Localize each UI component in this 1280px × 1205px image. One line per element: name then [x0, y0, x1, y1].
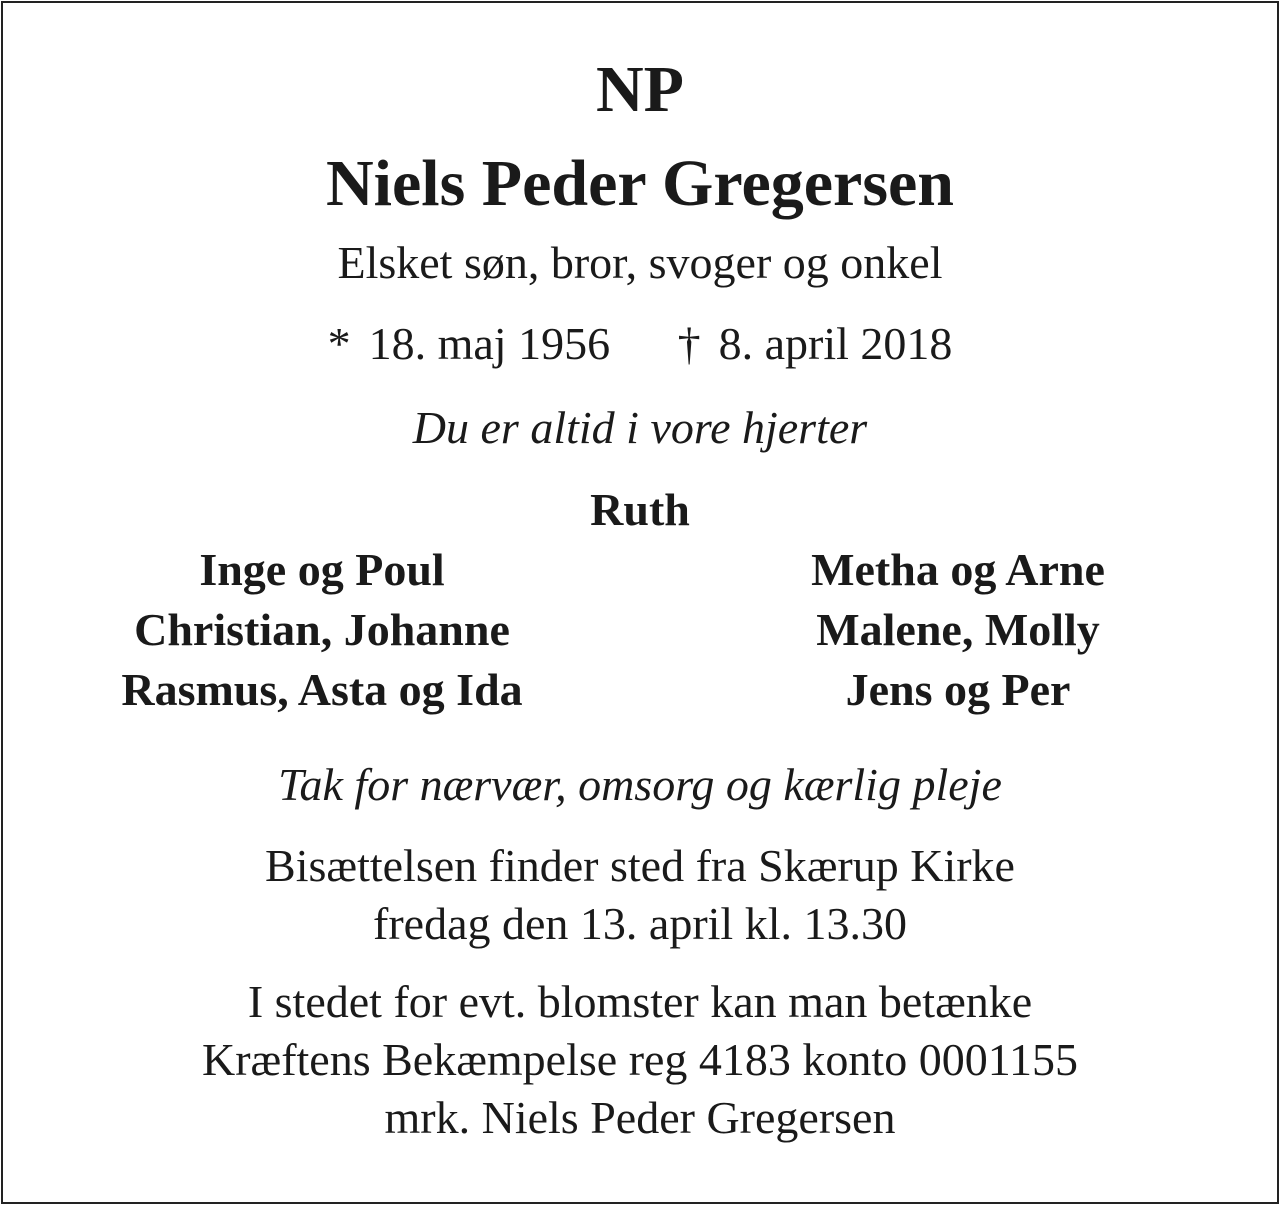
donation-intro: I stedet for evt. blomster kan man betænke: [247, 976, 1033, 1027]
birth-date-group: [328, 316, 610, 372]
deceased-name: Niels Peder Gregersen: [325, 147, 955, 220]
mourner-line: Jens og Per: [845, 664, 1071, 715]
death-date: 8. april 2018: [718, 318, 953, 369]
mourner-line: Inge og Poul: [199, 544, 445, 595]
donation-reference: mrk. Niels Peder Gregersen: [384, 1092, 896, 1143]
dagger-icon: †: [677, 318, 701, 369]
birth-date: 18. maj 1956: [368, 318, 611, 369]
mourner-line: Malene, Molly: [816, 604, 1100, 655]
mourners-right-column: [658, 540, 1258, 720]
life-dates: [0, 316, 1280, 372]
mourner-line: Metha og Arne: [811, 544, 1105, 595]
mourner-line: Christian, Johanne: [134, 604, 510, 655]
funeral-location: Bisættelsen finder sted fra Skærup Kirke: [265, 840, 1015, 891]
death-date-group: [678, 316, 953, 372]
funeral-date-time: fredag den 13. april kl. 13.30: [373, 898, 907, 949]
initials-heading: NP: [596, 53, 684, 126]
mourner-line: Rasmus, Asta og Ida: [121, 664, 523, 715]
primary-mourner: Ruth: [590, 484, 690, 535]
thanks-line: Tak for nærvær, omsorg og kærlig pleje: [278, 759, 1002, 810]
birth-star-icon: *: [327, 318, 351, 369]
mourners-left-column: [22, 540, 622, 720]
relationship-subtitle: Elsket søn, bror, svoger og onkel: [337, 237, 943, 288]
donation-account: Kræftens Bekæmpelse reg 4183 konto 0001155: [201, 1034, 1079, 1085]
memorial-motto: Du er altid i vore hjerter: [412, 402, 868, 453]
